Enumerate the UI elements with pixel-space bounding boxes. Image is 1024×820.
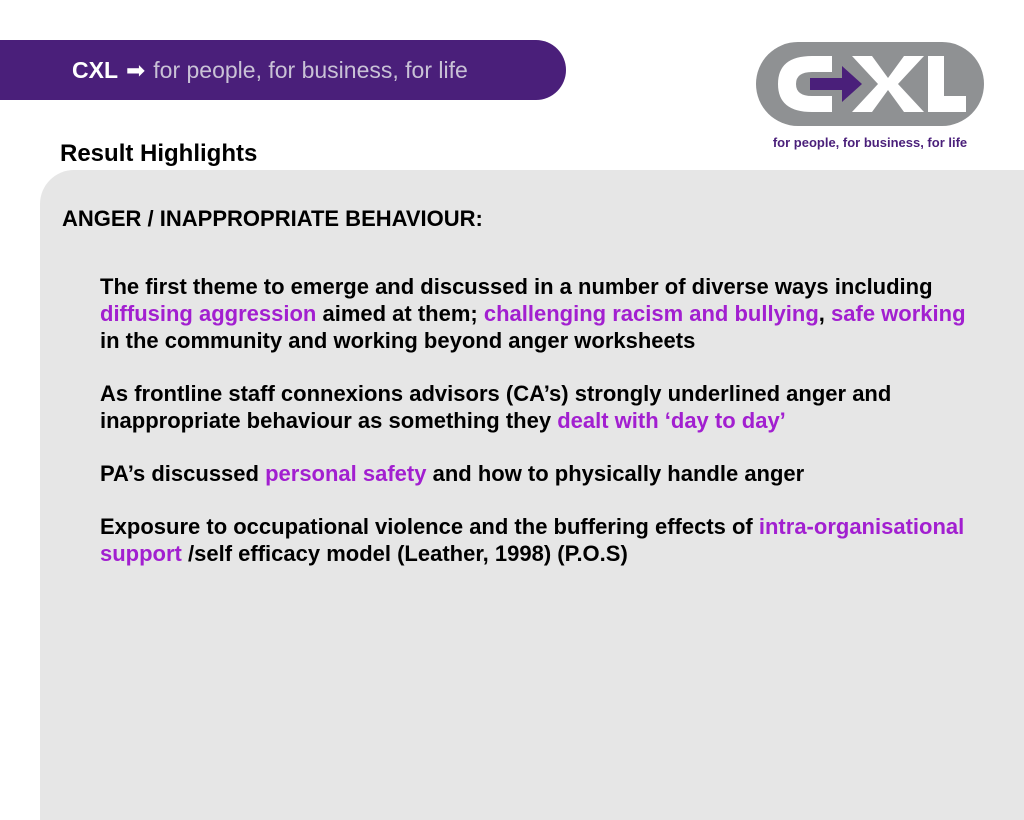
highlight-phrase: diffusing aggression xyxy=(100,301,317,326)
header-banner xyxy=(0,40,566,100)
highlight-phrase: dealt with ‘day to day’ xyxy=(557,408,786,433)
point-text: in the community and working beyond anger worksheets xyxy=(100,328,696,353)
point-text: and how to physically handle anger xyxy=(426,461,805,486)
point-3 xyxy=(100,460,976,487)
point-text: , xyxy=(818,301,832,326)
highlight-phrase: intra-organisational support xyxy=(100,514,965,566)
highlight-phrase: safe working xyxy=(831,301,966,326)
point-4 xyxy=(100,513,976,567)
highlight-phrase: challenging racism and bullying xyxy=(483,301,819,326)
logo-tagline: for people, for business, for life xyxy=(772,135,968,150)
highlight-phrase: personal safety xyxy=(265,461,427,486)
point-text: As frontline staff connexions advisors (CA’s) strongly underlined anger and inappropriate behaviour as something they xyxy=(100,381,892,433)
cxl-logo xyxy=(754,40,986,128)
slide-title: Result Highlights xyxy=(60,140,258,167)
point-text: Exposure to occupational violence and the buffering effects of xyxy=(100,514,759,539)
banner-brand: CXL xyxy=(72,56,118,83)
point-text: aimed at them; xyxy=(316,301,484,326)
point-1 xyxy=(100,273,976,354)
point-text: The first theme to emerge and discussed in a number of diverse ways including xyxy=(100,274,933,299)
section-heading: ANGER / INAPPROPRIATE BEHAVIOUR: xyxy=(62,206,483,231)
banner-tagline: for people, for business, for life xyxy=(153,56,468,83)
point-text: PA’s discussed xyxy=(100,461,266,486)
point-2 xyxy=(100,380,976,434)
right-arrow-icon: ➡ xyxy=(126,56,146,83)
bullet-points xyxy=(100,273,976,593)
point-text: /self efficacy model (Leather, 1998) (P.O.S) xyxy=(181,541,628,566)
